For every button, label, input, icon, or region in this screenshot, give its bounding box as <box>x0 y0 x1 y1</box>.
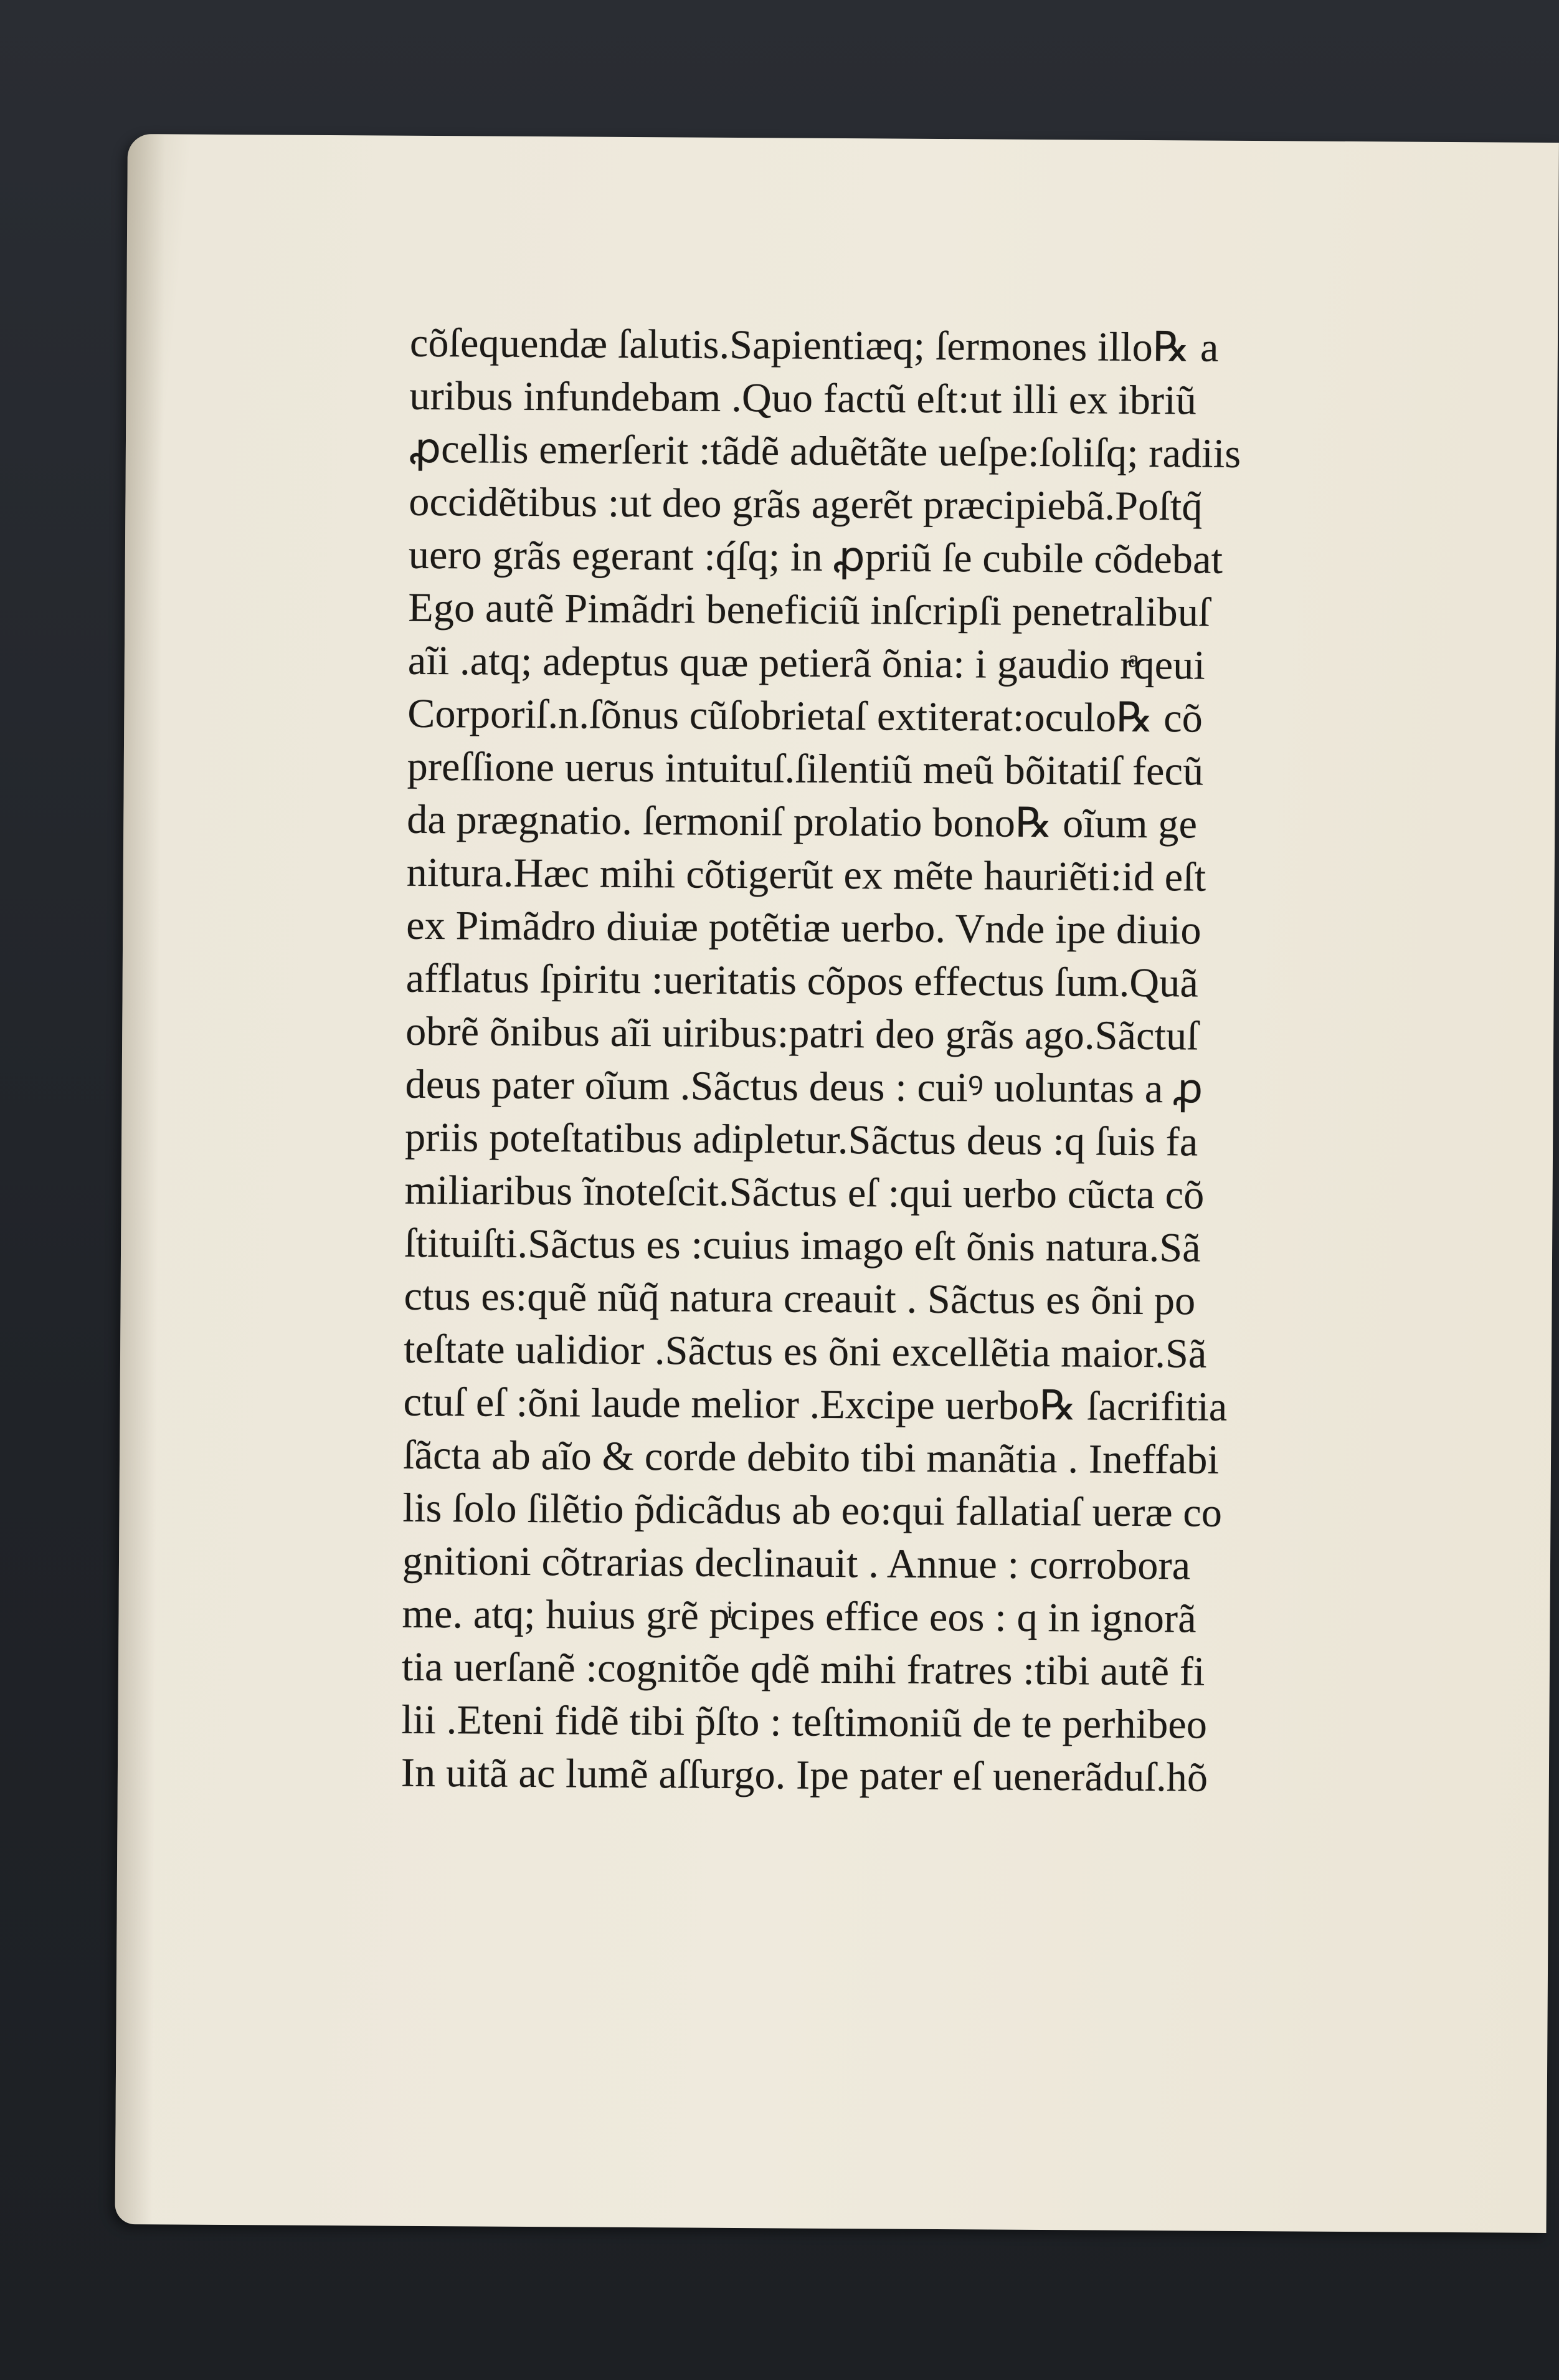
text-line: Ego autẽ Pimãdri beneficiũ inſcripſi penetralibuſ <box>408 584 1210 635</box>
text-line: cõſequendæ ſalutis.Sapientiæq; ſermones illo℞ a <box>409 320 1219 371</box>
text-line: tia uerſanẽ :cognitõe qdẽ mihi fratres :tibi autẽ fi <box>401 1644 1205 1695</box>
text-line: deus pater oĩum .Sãctus deus : cuiꝰ uoluntas a ꝓ <box>405 1061 1203 1112</box>
text-line: da prægnatio. ſermoniſ prolatio bono℞ oĩum ge <box>407 796 1198 847</box>
text-block <box>400 317 1469 1992</box>
text-line: nitura.Hæc mihi cõtigerũt ex mẽte hauriẽti:id eſt <box>406 849 1206 900</box>
text-line: ex Pimãdro diuiæ potẽtiæ uerbo. Vnde ipe diuio <box>406 902 1201 953</box>
text-line: aĩi .atq; adeptus quæ petierã õnia: i gaudio rͣqeui <box>407 637 1206 688</box>
text-line: ſtituiſti.Sãctus es :cuius imago eſt õnis natura.Sã <box>404 1220 1201 1271</box>
text-line: priis poteſtatibus adipletur.Sãctus deus :q ſuis fa <box>404 1114 1198 1165</box>
text-line: gnitioni cõtrarias declinauit . Annue : corrobora <box>402 1538 1191 1589</box>
text-line: afflatus ſpiritu :ueritatis cõpos effectus ſum.Quã <box>405 955 1199 1006</box>
text-line: obrẽ õnibus aĩi uiribus:patri deo grãs ago.Sãctuſ <box>405 1008 1199 1059</box>
text-line: me. atq; huius grẽ pͥcipes effice eos : q in ignorã <box>402 1591 1196 1642</box>
text-line: In uitã ac lumẽ aſſurgo. Ipe pater eſ uenerãduſ.hõ <box>400 1749 1208 1801</box>
text-line: miliaribus ĩnoteſcit.Sãctus eſ :qui uerbo cũcta cõ <box>404 1167 1205 1218</box>
text-line: occidẽtibus :ut deo grãs agerẽt præcipiebã.Poſtq̃ <box>409 478 1203 530</box>
text-line: Corporiſ.n.ſõnus cũſobrietaſ extiterat:oculo℞ cõ <box>407 690 1203 741</box>
text-line: ctus es:quẽ nũq̃ natura creauit . Sãctus es õni po <box>404 1273 1196 1324</box>
text-line: uribus infundebam .Quo factũ eſt:ut illi ex ibriũ <box>409 373 1197 424</box>
text-line: ſãcta ab aĩo & corde debito tibi manãtia . Ineffabi <box>402 1432 1220 1483</box>
text-line: preſſione uerus intuituſ.ſilentiũ meũ bõitatiſ fecũ <box>407 743 1204 794</box>
text-line: uero grãs egerant :q́ſq; in ꝓpriũ ſe cubile cõdebat <box>408 531 1223 583</box>
text-line: teſtate ualidior .Sãctus es õni excellẽtia maior.Sã <box>403 1326 1207 1377</box>
text-line: lis ſolo ſilẽtio p̃dicãdus ab eo:qui fallatiaſ ueræ co <box>402 1485 1223 1536</box>
text-line: ctuſ eſ :õni laude melior .Excipe uerbo℞ ſacrifitia <box>403 1379 1228 1430</box>
text-line: ꝓcellis emerſerit :tãdẽ aduẽtãte ueſpe:ſoliſq; radiis <box>409 426 1241 477</box>
text-line: lii .Eteni fidẽ tibi p̃ſto : teſtimoniũ de te perhibeo <box>401 1697 1208 1748</box>
book-page <box>115 134 1559 2233</box>
